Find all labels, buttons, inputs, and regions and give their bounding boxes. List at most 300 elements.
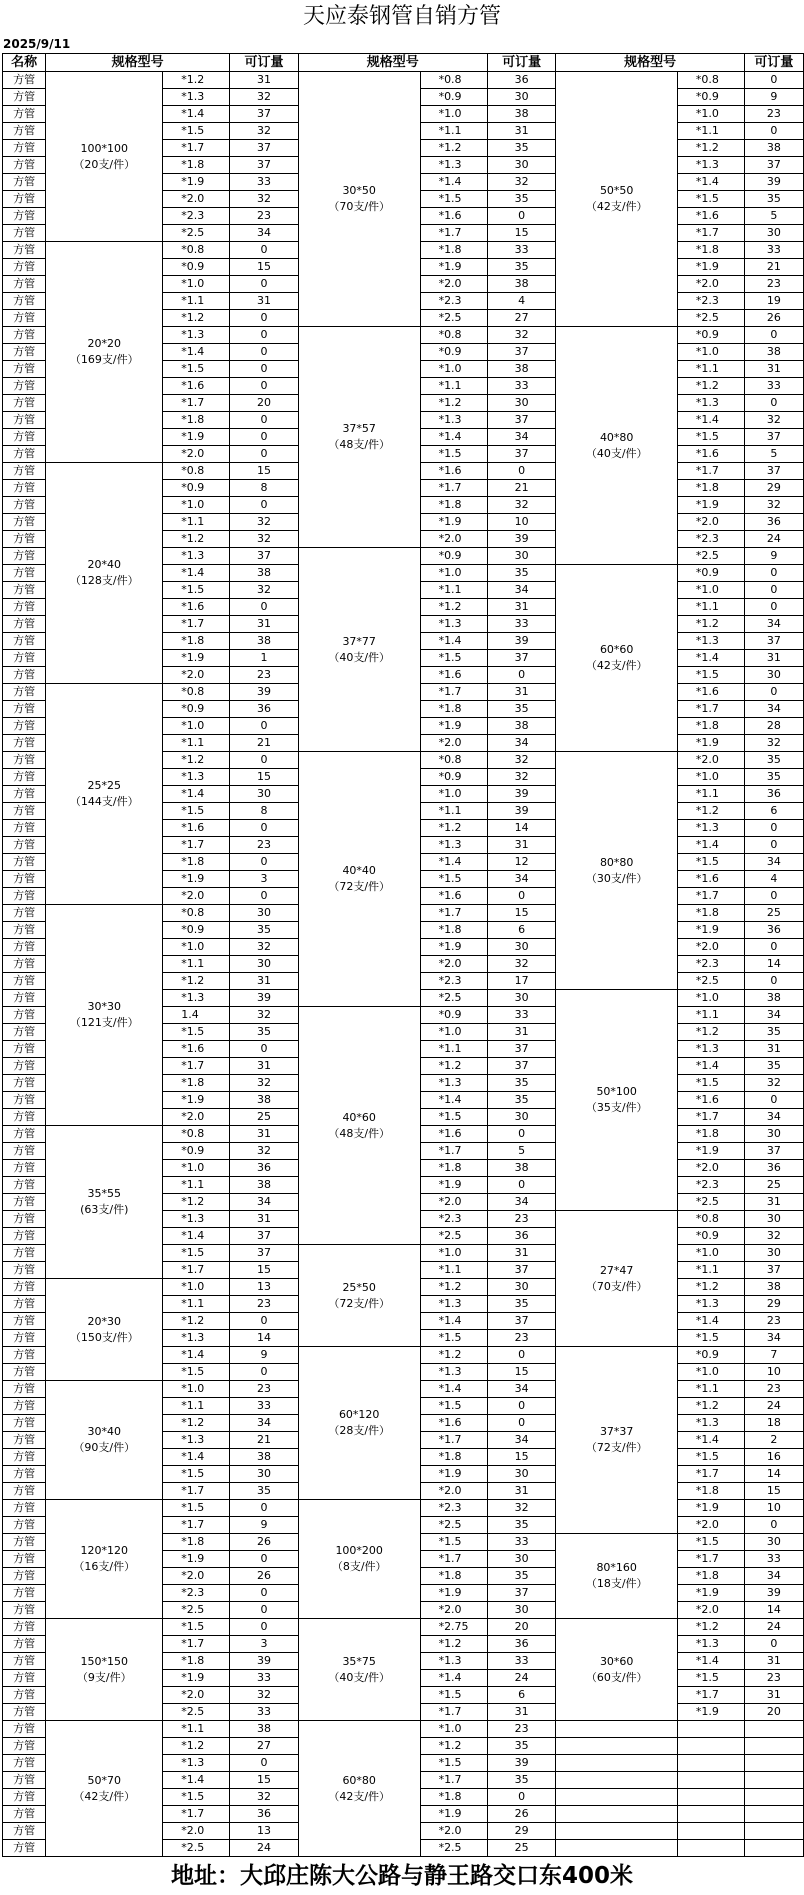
group-size: 20*40	[87, 558, 121, 571]
quantity-cell: 5	[744, 208, 803, 225]
quantity-cell: 34	[487, 1381, 556, 1398]
thickness-cell: *2.3	[420, 973, 487, 990]
thickness-cell: *1.3	[420, 1364, 487, 1381]
quantity-cell: 32	[487, 497, 556, 514]
group-size: 37*57	[342, 422, 376, 435]
quantity-cell: 24	[744, 531, 803, 548]
quantity-cell: 23	[487, 1330, 556, 1347]
quantity-cell: 38	[230, 565, 299, 582]
thickness-cell: *1.5	[677, 429, 744, 446]
product-name-cell: 方管	[3, 1466, 46, 1483]
quantity-cell: 15	[487, 1449, 556, 1466]
quantity-cell: 34	[230, 1194, 299, 1211]
quantity-cell: 10	[744, 1364, 803, 1381]
quantity-cell: 35	[744, 1024, 803, 1041]
quantity-cell: 34	[744, 1109, 803, 1126]
quantity-cell: 23	[230, 1381, 299, 1398]
thickness-cell: *2.5	[163, 225, 230, 242]
thickness-cell: *1.0	[677, 769, 744, 786]
thickness-cell: *1.5	[420, 1755, 487, 1772]
thickness-cell: 1.4	[163, 1007, 230, 1024]
thickness-cell: *1.2	[677, 140, 744, 157]
thickness-cell: *2.0	[163, 1823, 230, 1840]
quantity-cell: 31	[487, 837, 556, 854]
quantity-cell: 32	[230, 1007, 299, 1024]
group-size: 80*80	[599, 855, 634, 869]
quantity-cell: 26	[230, 1568, 299, 1585]
group-size: 50*70	[87, 1773, 121, 1787]
product-name-cell: 方管	[3, 769, 46, 786]
quantity-cell: 35	[744, 752, 803, 769]
thickness-cell: *1.0	[163, 718, 230, 735]
thickness-cell: *1.5	[677, 1075, 744, 1092]
quantity-cell: 0	[744, 582, 803, 599]
thickness-cell: *0.8	[163, 684, 230, 701]
product-name-cell: 方管	[3, 480, 46, 497]
thickness-cell: *1.9	[420, 939, 487, 956]
thickness-cell: *1.0	[163, 276, 230, 293]
quantity-cell: 30	[487, 1279, 556, 1296]
quantity-cell: 20	[230, 395, 299, 412]
group-size: 100*100	[80, 141, 128, 155]
quantity-cell: 39	[487, 803, 556, 820]
quantity-cell: 33	[487, 242, 556, 259]
quantity-cell: 0	[230, 1041, 299, 1058]
group-size: 120*120	[80, 1544, 128, 1557]
group-pack: （48支/件）	[328, 438, 391, 451]
thickness-cell: *1.7	[420, 480, 487, 497]
size-group-cell	[556, 752, 677, 990]
quantity-cell: 34	[230, 225, 299, 242]
thickness-cell: *0.9	[420, 89, 487, 106]
quantity-cell: 35	[487, 1296, 556, 1313]
thickness-cell: *1.8	[420, 1449, 487, 1466]
quantity-cell: 15	[487, 225, 556, 242]
thickness-cell: *1.8	[420, 242, 487, 259]
quantity-cell: 37	[487, 1041, 556, 1058]
thickness-cell: *2.0	[677, 1517, 744, 1534]
quantity-cell: 0	[744, 939, 803, 956]
thickness-cell: *0.8	[420, 72, 487, 89]
quantity-cell: 0	[230, 1500, 299, 1517]
thickness-cell: *1.2	[163, 1415, 230, 1432]
thickness-cell: *1.5	[420, 446, 487, 463]
product-name-cell: 方管	[3, 1704, 46, 1721]
header-name: 名称	[3, 54, 46, 72]
thickness-cell: *1.7	[163, 1517, 230, 1534]
thickness-cell: *1.3	[677, 820, 744, 837]
thickness-cell: *0.8	[163, 463, 230, 480]
quantity-cell: 32	[487, 1500, 556, 1517]
quantity-cell: 0	[230, 242, 299, 259]
thickness-cell: *1.2	[163, 1738, 230, 1755]
thickness-cell: *1.8	[163, 854, 230, 871]
thickness-cell: *1.1	[677, 1262, 744, 1279]
thickness-cell: *1.5	[677, 1534, 744, 1551]
product-name-cell: 方管	[3, 1262, 46, 1279]
quantity-cell: 20	[487, 1619, 556, 1636]
quantity-cell: 35	[744, 769, 803, 786]
product-name-cell: 方管	[3, 1653, 46, 1670]
header-qty-1: 可订量	[230, 54, 299, 72]
product-name-cell: 方管	[3, 1313, 46, 1330]
quantity-cell: 0	[744, 565, 803, 582]
thickness-cell: *1.4	[163, 106, 230, 123]
thickness-cell: *2.0	[420, 1483, 487, 1500]
product-name-cell: 方管	[3, 72, 46, 89]
thickness-cell: *1.7	[420, 905, 487, 922]
quantity-cell: 34	[744, 1330, 803, 1347]
thickness-cell: *1.9	[677, 1500, 744, 1517]
header-spec-3: 规格型号	[556, 54, 744, 72]
thickness-cell: *1.6	[163, 378, 230, 395]
empty-cell	[556, 1721, 677, 1738]
group-pack: （72支/件）	[328, 1296, 391, 1310]
thickness-cell: *1.4	[163, 786, 230, 803]
product-name-cell: 方管	[3, 973, 46, 990]
thickness-cell: *2.0	[420, 735, 487, 752]
empty-cell	[744, 1721, 803, 1738]
product-name-cell: 方管	[3, 1772, 46, 1789]
thickness-cell: *1.0	[677, 1364, 744, 1381]
product-name-cell: 方管	[3, 616, 46, 633]
thickness-cell: *1.0	[420, 361, 487, 378]
product-name-cell: 方管	[3, 922, 46, 939]
product-name-cell: 方管	[3, 1245, 46, 1262]
product-name-cell: 方管	[3, 599, 46, 616]
group-size: 150*150	[80, 1654, 128, 1668]
group-size: 27*47	[599, 1263, 634, 1277]
table-row	[3, 1500, 804, 1517]
empty-cell	[556, 1772, 677, 1789]
thickness-cell: *1.6	[420, 463, 487, 480]
quantity-cell: 32	[487, 769, 556, 786]
product-name-cell: 方管	[3, 1415, 46, 1432]
product-name-cell: 方管	[3, 990, 46, 1007]
quantity-cell: 0	[230, 888, 299, 905]
thickness-cell: *1.5	[163, 1789, 230, 1806]
quantity-cell: 14	[487, 820, 556, 837]
thickness-cell: *1.4	[420, 1670, 487, 1687]
quantity-cell: 38	[230, 1177, 299, 1194]
size-group-cell	[298, 1347, 420, 1500]
group-size: 60*60	[599, 643, 634, 656]
quantity-cell: 0	[230, 429, 299, 446]
thickness-cell: *2.0	[677, 939, 744, 956]
thickness-cell: *1.7	[163, 616, 230, 633]
product-name-cell: 方管	[3, 1381, 46, 1398]
quantity-cell: 31	[744, 361, 803, 378]
quantity-cell: 13	[230, 1279, 299, 1296]
group-pack: （30支/件）	[585, 871, 648, 885]
thickness-cell: *0.9	[163, 1143, 230, 1160]
group-size: 100*200	[335, 1544, 383, 1557]
header-spec-1: 规格型号	[46, 54, 230, 72]
thickness-cell: *1.0	[420, 1721, 487, 1738]
product-name-cell: 方管	[3, 446, 46, 463]
thickness-cell: *2.0	[677, 276, 744, 293]
group-size: 60*120	[338, 1408, 380, 1421]
empty-cell	[556, 1806, 677, 1823]
quantity-cell: 30	[230, 786, 299, 803]
size-group-cell	[46, 1500, 163, 1619]
thickness-cell: *1.1	[420, 582, 487, 599]
product-name-cell: 方管	[3, 1568, 46, 1585]
thickness-cell: *1.9	[163, 174, 230, 191]
thickness-cell: *1.9	[677, 922, 744, 939]
quantity-cell: 33	[744, 242, 803, 259]
thickness-cell: *0.9	[677, 89, 744, 106]
product-name-cell: 方管	[3, 1670, 46, 1687]
quantity-cell: 23	[230, 1296, 299, 1313]
quantity-cell: 30	[744, 667, 803, 684]
thickness-cell: *1.0	[677, 1245, 744, 1262]
table-row	[3, 1619, 804, 1636]
quantity-cell: 33	[230, 1704, 299, 1721]
quantity-cell: 10	[744, 1500, 803, 1517]
quantity-cell: 9	[744, 548, 803, 565]
quantity-cell: 0	[744, 837, 803, 854]
quantity-cell: 30	[487, 1466, 556, 1483]
thickness-cell: *1.2	[163, 1194, 230, 1211]
quantity-cell: 27	[230, 1738, 299, 1755]
product-name-cell: 方管	[3, 174, 46, 191]
quantity-cell: 15	[487, 905, 556, 922]
quantity-cell: 34	[230, 1415, 299, 1432]
quantity-cell: 30	[487, 548, 556, 565]
quantity-cell: 0	[744, 888, 803, 905]
quantity-cell: 9	[744, 89, 803, 106]
thickness-cell: *1.7	[163, 837, 230, 854]
group-pack: （8支/件）	[331, 1560, 387, 1573]
thickness-cell: *1.5	[420, 650, 487, 667]
thickness-cell: *1.5	[420, 871, 487, 888]
quantity-cell: 33	[487, 378, 556, 395]
thickness-cell: *1.8	[163, 412, 230, 429]
quantity-cell: 37	[744, 429, 803, 446]
quantity-cell: 36	[230, 1806, 299, 1823]
product-name-cell: 方管	[3, 259, 46, 276]
thickness-cell: *1.5	[163, 1024, 230, 1041]
quantity-cell: 3	[230, 1636, 299, 1653]
quantity-cell: 32	[744, 735, 803, 752]
thickness-cell: *2.3	[420, 293, 487, 310]
quantity-cell: 38	[744, 140, 803, 157]
product-name-cell: 方管	[3, 803, 46, 820]
thickness-cell: *1.3	[677, 1296, 744, 1313]
quantity-cell: 35	[487, 1517, 556, 1534]
thickness-cell: *1.5	[163, 1466, 230, 1483]
thickness-cell: *1.0	[420, 786, 487, 803]
quantity-cell: 36	[487, 72, 556, 89]
quantity-cell: 0	[230, 310, 299, 327]
quantity-cell: 0	[230, 1551, 299, 1568]
thickness-cell: *1.9	[677, 735, 744, 752]
thickness-cell: *1.2	[677, 616, 744, 633]
quantity-cell: 30	[230, 1466, 299, 1483]
quantity-cell: 0	[487, 1177, 556, 1194]
quantity-cell: 30	[744, 1245, 803, 1262]
quantity-cell: 39	[230, 990, 299, 1007]
thickness-cell: *1.9	[420, 718, 487, 735]
group-size: 35*75	[342, 1654, 376, 1668]
product-name-cell: 方管	[3, 1517, 46, 1534]
product-name-cell: 方管	[3, 1330, 46, 1347]
quantity-cell: 0	[744, 395, 803, 412]
thickness-cell: *1.2	[420, 140, 487, 157]
quantity-cell: 33	[230, 1398, 299, 1415]
quantity-cell: 33	[744, 1551, 803, 1568]
quantity-cell: 0	[487, 1347, 556, 1364]
thickness-cell: *1.9	[677, 259, 744, 276]
empty-cell	[677, 1789, 744, 1806]
thickness-cell: *0.8	[677, 72, 744, 89]
size-group-cell	[298, 752, 420, 1007]
quantity-cell: 35	[744, 1058, 803, 1075]
quantity-cell: 0	[744, 1636, 803, 1653]
product-name-cell: 方管	[3, 1398, 46, 1415]
empty-cell	[744, 1823, 803, 1840]
thickness-cell: *1.8	[420, 922, 487, 939]
thickness-cell: *2.5	[420, 1228, 487, 1245]
product-name-cell: 方管	[3, 225, 46, 242]
thickness-cell: *1.7	[163, 140, 230, 157]
thickness-cell: *1.9	[420, 1585, 487, 1602]
product-name-cell: 方管	[3, 1636, 46, 1653]
quantity-cell: 31	[487, 1245, 556, 1262]
thickness-cell: *2.5	[677, 310, 744, 327]
size-group-cell	[556, 990, 677, 1211]
thickness-cell: *1.8	[163, 1534, 230, 1551]
quantity-cell: 32	[230, 514, 299, 531]
quantity-cell: 14	[744, 956, 803, 973]
quantity-cell: 31	[230, 1211, 299, 1228]
quantity-cell: 23	[230, 667, 299, 684]
group-size: 20*30	[87, 1314, 121, 1328]
quantity-cell: 19	[744, 293, 803, 310]
thickness-cell: *1.7	[163, 1806, 230, 1823]
date-label: 2025/9/11	[3, 37, 71, 51]
quantity-cell: 33	[487, 1007, 556, 1024]
thickness-cell: *1.0	[163, 1279, 230, 1296]
thickness-cell: *1.7	[163, 1636, 230, 1653]
quantity-cell: 34	[744, 854, 803, 871]
thickness-cell: *1.2	[163, 1313, 230, 1330]
thickness-cell: *1.4	[420, 1092, 487, 1109]
quantity-cell: 23	[744, 1313, 803, 1330]
thickness-cell: *1.9	[163, 1670, 230, 1687]
thickness-cell: *1.9	[420, 514, 487, 531]
quantity-cell: 28	[744, 718, 803, 735]
thickness-cell: *1.1	[163, 1177, 230, 1194]
thickness-cell: *1.9	[677, 1143, 744, 1160]
quantity-cell: 38	[487, 106, 556, 123]
thickness-cell: *1.6	[677, 684, 744, 701]
quantity-cell: 35	[487, 1738, 556, 1755]
quantity-cell: 34	[487, 429, 556, 446]
quantity-cell: 0	[744, 1092, 803, 1109]
quantity-cell: 0	[230, 1619, 299, 1636]
thickness-cell: *1.2	[163, 72, 230, 89]
product-name-cell: 方管	[3, 1007, 46, 1024]
table-header-row	[3, 54, 804, 72]
empty-cell	[677, 1721, 744, 1738]
thickness-cell: *1.5	[420, 1109, 487, 1126]
thickness-cell: *2.3	[420, 1211, 487, 1228]
product-name-cell: 方管	[3, 582, 46, 599]
quantity-cell: 38	[744, 1279, 803, 1296]
quantity-cell: 21	[487, 480, 556, 497]
thickness-cell: *1.3	[163, 769, 230, 786]
empty-cell	[744, 1738, 803, 1755]
quantity-cell: 31	[230, 973, 299, 990]
quantity-cell: 34	[487, 582, 556, 599]
product-name-cell: 方管	[3, 820, 46, 837]
quantity-cell: 32	[230, 1789, 299, 1806]
thickness-cell: *1.1	[677, 1007, 744, 1024]
quantity-cell: 29	[744, 1296, 803, 1313]
quantity-cell: 6	[487, 922, 556, 939]
thickness-cell: *1.2	[163, 973, 230, 990]
group-pack: （42支/件）	[328, 1789, 391, 1803]
thickness-cell: *1.4	[163, 1347, 230, 1364]
thickness-cell: *1.5	[163, 582, 230, 599]
thickness-cell: *1.4	[163, 1449, 230, 1466]
quantity-cell: 36	[744, 922, 803, 939]
quantity-cell: 33	[487, 1653, 556, 1670]
thickness-cell: *2.5	[163, 1602, 230, 1619]
group-pack: （40支/件）	[328, 650, 391, 664]
thickness-cell: *1.0	[677, 106, 744, 123]
thickness-cell: *2.0	[163, 1568, 230, 1585]
thickness-cell: *1.7	[420, 1143, 487, 1160]
quantity-cell: 39	[487, 1755, 556, 1772]
thickness-cell: *1.8	[677, 1568, 744, 1585]
thickness-cell: *1.3	[163, 1432, 230, 1449]
quantity-cell: 32	[230, 1075, 299, 1092]
quantity-cell: 0	[487, 667, 556, 684]
thickness-cell: *1.7	[420, 225, 487, 242]
group-pack: （16支/件）	[73, 1560, 136, 1573]
quantity-cell: 0	[230, 1602, 299, 1619]
quantity-cell: 37	[487, 412, 556, 429]
thickness-cell: *1.8	[420, 1568, 487, 1585]
quantity-cell: 0	[230, 327, 299, 344]
thickness-cell: *1.2	[163, 531, 230, 548]
product-name-cell: 方管	[3, 888, 46, 905]
quantity-cell: 1	[230, 650, 299, 667]
thickness-cell: *1.7	[163, 1262, 230, 1279]
quantity-cell: 4	[487, 293, 556, 310]
thickness-cell: *2.0	[163, 191, 230, 208]
quantity-cell: 31	[487, 1704, 556, 1721]
product-name-cell: 方管	[3, 208, 46, 225]
quantity-cell: 23	[744, 276, 803, 293]
quantity-cell: 16	[744, 1449, 803, 1466]
quantity-cell: 34	[487, 871, 556, 888]
quantity-cell: 30	[487, 395, 556, 412]
thickness-cell: *1.0	[163, 939, 230, 956]
thickness-cell: *1.3	[677, 1415, 744, 1432]
thickness-cell: *1.1	[163, 514, 230, 531]
thickness-cell: *1.4	[677, 837, 744, 854]
product-name-cell: 方管	[3, 1534, 46, 1551]
thickness-cell: *1.3	[677, 157, 744, 174]
thickness-cell: *1.9	[420, 1466, 487, 1483]
empty-cell	[677, 1840, 744, 1857]
quantity-cell: 0	[487, 888, 556, 905]
product-name-cell: 方管	[3, 497, 46, 514]
